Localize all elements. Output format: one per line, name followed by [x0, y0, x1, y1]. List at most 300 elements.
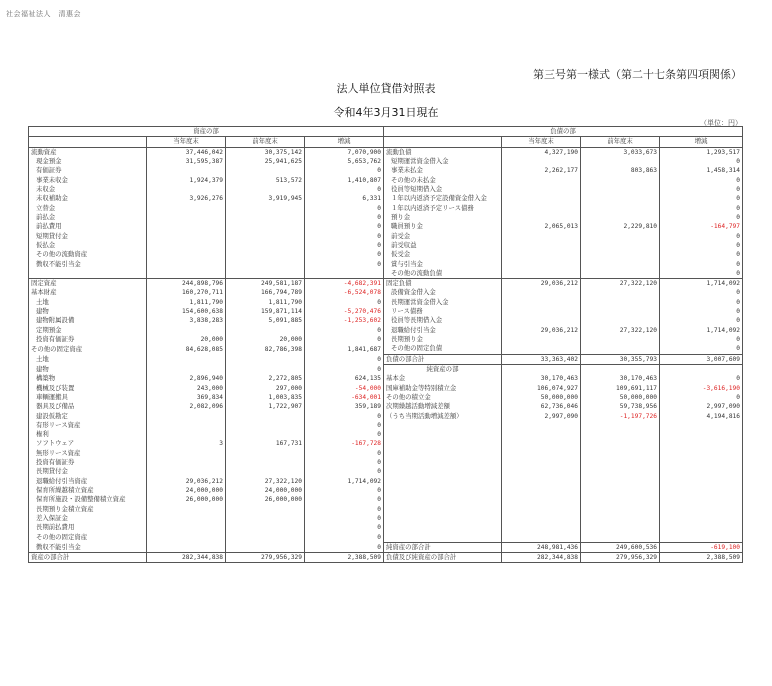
asset-item-label: ソフトウェア	[29, 439, 147, 448]
current-value: 33,363,402	[502, 354, 581, 364]
liability-item-label: 前受収益	[384, 241, 502, 250]
liability-item-label: 賞与引当金	[384, 259, 502, 268]
change-value: 2,997,090	[660, 402, 743, 411]
current-value	[147, 505, 226, 514]
assets-header: 資産の部	[29, 127, 384, 137]
liability-item-label	[384, 523, 502, 532]
asset-item-label: 投資有価証券	[29, 335, 147, 344]
table-row	[29, 316, 743, 325]
table-row	[29, 279, 743, 289]
previous-value	[581, 213, 660, 222]
change-value: 0	[305, 241, 384, 250]
current-value	[502, 458, 581, 467]
table-row	[29, 532, 743, 542]
previous-value	[581, 176, 660, 185]
asset-item-label: 未収金	[29, 185, 147, 194]
current-value: 37,446,042	[147, 147, 226, 157]
liability-item-label	[384, 486, 502, 495]
change-value	[660, 532, 743, 542]
liabilities-header: 負債の部	[384, 127, 743, 137]
liability-item-label	[384, 449, 502, 458]
previous-value: 50,000,000	[581, 393, 660, 402]
change-value	[660, 505, 743, 514]
current-value	[502, 259, 581, 268]
asset-item-label: 機械及び装置	[29, 383, 147, 392]
asset-item-label: その他の流動資産	[29, 250, 147, 259]
previous-value: 1,811,790	[226, 298, 305, 307]
change-value: 0	[305, 231, 384, 240]
change-value: 0	[305, 542, 384, 552]
change-value: 0	[305, 259, 384, 268]
change-value: 0	[305, 213, 384, 222]
current-value	[502, 298, 581, 307]
change-value	[660, 495, 743, 504]
asset-item-label: 有価証券	[29, 166, 147, 175]
liability-item-label: その他の流動負債	[384, 269, 502, 279]
current-value: 62,736,046	[502, 402, 581, 411]
change-value: 1,714,092	[660, 279, 743, 289]
asset-item-label: 権利	[29, 430, 147, 439]
column-header-change: 増減	[305, 137, 384, 147]
change-value: 0	[660, 185, 743, 194]
table-row	[29, 439, 743, 448]
asset-item-label: 流動資産	[29, 147, 147, 157]
change-value: -54,000	[305, 383, 384, 392]
current-value	[502, 288, 581, 297]
previous-value	[226, 430, 305, 439]
change-value: 0	[660, 335, 743, 344]
column-header-blank	[29, 137, 147, 147]
change-value: 1,293,517	[660, 147, 743, 157]
form-number: 第三号第一様式（第二十七条第四項関係）	[533, 68, 742, 81]
current-value: 154,600,638	[147, 307, 226, 316]
change-value: 0	[305, 486, 384, 495]
change-value	[660, 421, 743, 430]
change-value: -3,616,190	[660, 383, 743, 392]
liability-item-label: 前受金	[384, 231, 502, 240]
change-value: 0	[305, 467, 384, 476]
current-value	[502, 514, 581, 523]
liability-item-label: 流動負債	[384, 147, 502, 157]
asset-item-label: 土地	[29, 354, 147, 364]
current-value	[147, 514, 226, 523]
current-value: 2,997,090	[502, 411, 581, 420]
current-value: 3	[147, 439, 226, 448]
change-value: 0	[660, 288, 743, 297]
change-value: 0	[660, 241, 743, 250]
current-value: 106,074,927	[502, 383, 581, 392]
table-row	[29, 495, 743, 504]
previous-value: 27,322,120	[581, 279, 660, 289]
previous-value	[581, 307, 660, 316]
current-value	[502, 250, 581, 259]
current-value	[147, 467, 226, 476]
column-header-row	[29, 137, 743, 147]
previous-value: 26,000,000	[226, 495, 305, 504]
current-value	[147, 449, 226, 458]
change-value: 0	[305, 222, 384, 231]
current-value	[502, 344, 581, 354]
change-value	[660, 467, 743, 476]
asset-item-label: 徴収不能引当金	[29, 542, 147, 552]
previous-value	[581, 532, 660, 542]
previous-value: 249,581,187	[226, 279, 305, 289]
previous-value	[226, 204, 305, 213]
current-value	[147, 523, 226, 532]
current-value	[502, 486, 581, 495]
liability-item-label: 負債及び純資産の部合計	[384, 553, 502, 563]
asset-item-label: 建物附属設備	[29, 316, 147, 325]
previous-value	[226, 354, 305, 364]
previous-value	[226, 514, 305, 523]
liability-item-label: 短期運営資金借入金	[384, 157, 502, 166]
table-row	[29, 250, 743, 259]
change-value: 0	[305, 250, 384, 259]
asset-item-label	[29, 269, 147, 279]
asset-item-label: 保育所施設・設備整備積立資産	[29, 495, 147, 504]
previous-value	[581, 269, 660, 279]
change-value: 0	[305, 430, 384, 439]
asset-item-label: 短期貸付金	[29, 231, 147, 240]
asset-item-label: 立替金	[29, 204, 147, 213]
liability-item-label: （うち当期活動増減差額）	[384, 411, 502, 420]
previous-value	[226, 458, 305, 467]
liability-item-label	[384, 477, 502, 486]
previous-value: 1,722,907	[226, 402, 305, 411]
table-row	[29, 259, 743, 268]
current-value: 50,000,000	[502, 393, 581, 402]
current-value: 3,838,283	[147, 316, 226, 325]
liability-item-label: 固定負債	[384, 279, 502, 289]
previous-value	[581, 514, 660, 523]
table-row	[29, 430, 743, 439]
change-value	[660, 430, 743, 439]
change-value: 0	[660, 374, 743, 383]
change-value: 2,388,509	[660, 553, 743, 563]
previous-value: 159,871,114	[226, 307, 305, 316]
current-value: 248,981,436	[502, 542, 581, 552]
previous-value: 3,033,673	[581, 147, 660, 157]
asset-item-label: 前払金	[29, 213, 147, 222]
previous-value	[226, 222, 305, 231]
column-header-blank	[384, 137, 502, 147]
previous-value: 30,355,793	[581, 354, 660, 364]
change-value: 359,189	[305, 402, 384, 411]
change-value: -5,270,476	[305, 307, 384, 316]
change-value: 0	[305, 505, 384, 514]
previous-value: 1,003,835	[226, 393, 305, 402]
previous-value: 297,000	[226, 383, 305, 392]
current-value	[502, 421, 581, 430]
unit-label: （単位：円）	[700, 119, 742, 127]
previous-value	[226, 259, 305, 268]
previous-value	[581, 430, 660, 439]
table-row	[29, 157, 743, 166]
previous-value: 109,691,117	[581, 383, 660, 392]
asset-item-label: 有形リース資産	[29, 421, 147, 430]
previous-value	[581, 259, 660, 268]
previous-value	[226, 523, 305, 532]
table-row	[29, 477, 743, 486]
current-value: 160,270,711	[147, 288, 226, 297]
liability-item-label	[384, 430, 502, 439]
asset-item-label: 土地	[29, 298, 147, 307]
table-row	[29, 542, 743, 552]
change-value: 1,714,092	[660, 326, 743, 335]
liability-item-label: 預り金	[384, 213, 502, 222]
change-value: 0	[305, 364, 384, 374]
previous-value: 20,000	[226, 335, 305, 344]
previous-value: 82,786,398	[226, 344, 305, 354]
previous-value: 803,863	[581, 166, 660, 175]
asset-item-label: 仮払金	[29, 241, 147, 250]
asset-item-label: その他の固定資産	[29, 344, 147, 354]
change-value: 0	[305, 523, 384, 532]
change-value: 0	[660, 298, 743, 307]
previous-value	[581, 194, 660, 203]
change-value: 0	[305, 458, 384, 467]
previous-value	[581, 477, 660, 486]
previous-value: 279,956,329	[226, 553, 305, 563]
change-value: 1,841,687	[305, 344, 384, 354]
current-value: 4,327,190	[502, 147, 581, 157]
current-value	[502, 467, 581, 476]
table-row	[29, 374, 743, 383]
previous-value: 249,600,536	[581, 542, 660, 552]
current-value	[502, 185, 581, 194]
current-value	[147, 458, 226, 467]
current-value	[147, 421, 226, 430]
asset-item-label: 投資有価証券	[29, 458, 147, 467]
previous-value: 513,572	[226, 176, 305, 185]
current-value	[147, 354, 226, 364]
current-value: 243,000	[147, 383, 226, 392]
change-value: 0	[305, 514, 384, 523]
previous-value	[581, 467, 660, 476]
change-value: 0	[660, 393, 743, 402]
current-value: 29,036,212	[147, 477, 226, 486]
current-value: 29,036,212	[502, 326, 581, 335]
table-row	[29, 411, 743, 420]
previous-value	[226, 269, 305, 279]
liability-item-label: 仮受金	[384, 250, 502, 259]
current-value	[502, 194, 581, 203]
previous-value	[581, 523, 660, 532]
previous-value	[226, 542, 305, 552]
table-row	[29, 505, 743, 514]
change-value: 0	[305, 185, 384, 194]
current-value: 2,065,013	[502, 222, 581, 231]
asset-item-label: 資産の部合計	[29, 553, 147, 563]
asset-item-label: 器具及び備品	[29, 402, 147, 411]
change-value	[660, 486, 743, 495]
liability-item-label: １年以内返済予定設備資金借入金	[384, 194, 502, 203]
asset-item-label: 建物	[29, 364, 147, 374]
asset-item-label: その他の固定資産	[29, 532, 147, 542]
change-value: 1,458,314	[660, 166, 743, 175]
column-header-previous: 前年度末	[226, 137, 305, 147]
asset-item-label: 差入保証金	[29, 514, 147, 523]
previous-value	[226, 421, 305, 430]
change-value: 3,007,609	[660, 354, 743, 364]
table-row	[29, 213, 743, 222]
change-value	[660, 439, 743, 448]
change-value: 624,135	[305, 374, 384, 383]
change-value: -634,001	[305, 393, 384, 402]
liability-item-label: 職員預り金	[384, 222, 502, 231]
liability-item-label: 純資産の部合計	[384, 542, 502, 552]
liability-item-label: １年以内返済予定リース債務	[384, 204, 502, 213]
liability-item-label: 退職給付引当金	[384, 326, 502, 335]
current-value: 3,926,276	[147, 194, 226, 203]
change-value	[660, 364, 743, 374]
previous-value	[226, 505, 305, 514]
balance-sheet-table	[28, 126, 743, 563]
change-value: 0	[660, 204, 743, 213]
current-value	[147, 364, 226, 374]
change-value: 0	[660, 213, 743, 222]
column-header-current: 当年度末	[147, 137, 226, 147]
change-value: 2,388,509	[305, 553, 384, 563]
report-date: 令和4年3月31日現在	[333, 106, 439, 119]
asset-item-label: 車輌運搬具	[29, 393, 147, 402]
current-value: 84,628,085	[147, 344, 226, 354]
previous-value	[581, 231, 660, 240]
table-row	[29, 222, 743, 231]
previous-value	[581, 449, 660, 458]
table-row	[29, 553, 743, 563]
liability-item-label: 負債の部合計	[384, 354, 502, 364]
liability-item-label	[384, 514, 502, 523]
change-value: 0	[660, 269, 743, 279]
liability-item-label: 役員等長期借入金	[384, 316, 502, 325]
current-value	[502, 495, 581, 504]
previous-value	[581, 157, 660, 166]
current-value	[502, 477, 581, 486]
change-value: 0	[305, 449, 384, 458]
current-value	[147, 231, 226, 240]
change-value: -1,253,602	[305, 316, 384, 325]
table-row	[29, 231, 743, 240]
current-value	[147, 241, 226, 250]
change-value: 0	[660, 307, 743, 316]
change-value: 0	[660, 316, 743, 325]
current-value	[147, 185, 226, 194]
current-value	[502, 335, 581, 344]
current-value: 2,262,177	[502, 166, 581, 175]
liability-item-label: 役員等短期借入金	[384, 185, 502, 194]
previous-value	[581, 335, 660, 344]
current-value: 26,000,000	[147, 495, 226, 504]
table-row	[29, 458, 743, 467]
liability-item-label: 長期預り金	[384, 335, 502, 344]
liability-item-label	[384, 439, 502, 448]
liability-item-label	[384, 505, 502, 514]
table-row	[29, 176, 743, 185]
liability-item-label: 長期運営資金借入金	[384, 298, 502, 307]
table-row	[29, 298, 743, 307]
table-row	[29, 514, 743, 523]
current-value	[502, 231, 581, 240]
change-value: -6,524,078	[305, 288, 384, 297]
asset-item-label: 固定資産	[29, 279, 147, 289]
liability-item-label: その他の固定負債	[384, 344, 502, 354]
previous-value: 59,738,956	[581, 402, 660, 411]
change-value: 0	[305, 354, 384, 364]
previous-value	[581, 505, 660, 514]
current-value	[147, 204, 226, 213]
previous-value: 25,941,625	[226, 157, 305, 166]
current-value: 2,896,940	[147, 374, 226, 383]
previous-value: 279,956,329	[581, 553, 660, 563]
previous-value	[226, 250, 305, 259]
current-value	[502, 241, 581, 250]
asset-item-label: 保育所繰越積立資産	[29, 486, 147, 495]
liability-item-label	[384, 495, 502, 504]
current-value	[147, 250, 226, 259]
table-row	[29, 354, 743, 364]
change-value: -4,682,391	[305, 279, 384, 289]
change-value: 0	[660, 176, 743, 185]
current-value	[147, 430, 226, 439]
table-row	[29, 204, 743, 213]
asset-item-label: 構築物	[29, 374, 147, 383]
change-value: 1,410,807	[305, 176, 384, 185]
previous-value	[581, 250, 660, 259]
previous-value	[581, 316, 660, 325]
previous-value: 30,375,142	[226, 147, 305, 157]
change-value: -619,100	[660, 542, 743, 552]
current-value	[147, 222, 226, 231]
liability-item-label: 国庫補助金等特別積立金	[384, 383, 502, 392]
change-value: 0	[660, 231, 743, 240]
table-row	[29, 364, 743, 374]
page-title: 法人単位貸借対照表	[336, 82, 436, 95]
liability-item-label: 次期繰越活動増減差額	[384, 402, 502, 411]
liability-item-label: リース債務	[384, 307, 502, 316]
current-value	[502, 157, 581, 166]
change-value: 0	[660, 344, 743, 354]
change-value: 0	[305, 298, 384, 307]
previous-value	[581, 298, 660, 307]
change-value: 4,194,816	[660, 411, 743, 420]
asset-item-label: 無形リース資産	[29, 449, 147, 458]
liability-item-label	[384, 458, 502, 467]
liability-item-label: その他の未払金	[384, 176, 502, 185]
previous-value: 2,272,805	[226, 374, 305, 383]
asset-item-label: 未収補助金	[29, 194, 147, 203]
current-value: 20,000	[147, 335, 226, 344]
table-row	[29, 269, 743, 279]
current-value: 244,898,796	[147, 279, 226, 289]
current-value	[147, 542, 226, 552]
previous-value	[226, 213, 305, 222]
previous-value: 24,000,000	[226, 486, 305, 495]
current-value: 282,344,838	[147, 553, 226, 563]
liability-item-label	[384, 421, 502, 430]
previous-value: 167,731	[226, 439, 305, 448]
change-value	[660, 477, 743, 486]
column-header-current: 当年度末	[502, 137, 581, 147]
asset-item-label: 長期前払費用	[29, 523, 147, 532]
table-row	[29, 166, 743, 175]
table-row	[29, 326, 743, 335]
current-value	[502, 176, 581, 185]
asset-item-label: 建設仮勘定	[29, 411, 147, 420]
current-value: 24,000,000	[147, 486, 226, 495]
change-value: 0	[305, 326, 384, 335]
previous-value	[226, 166, 305, 175]
